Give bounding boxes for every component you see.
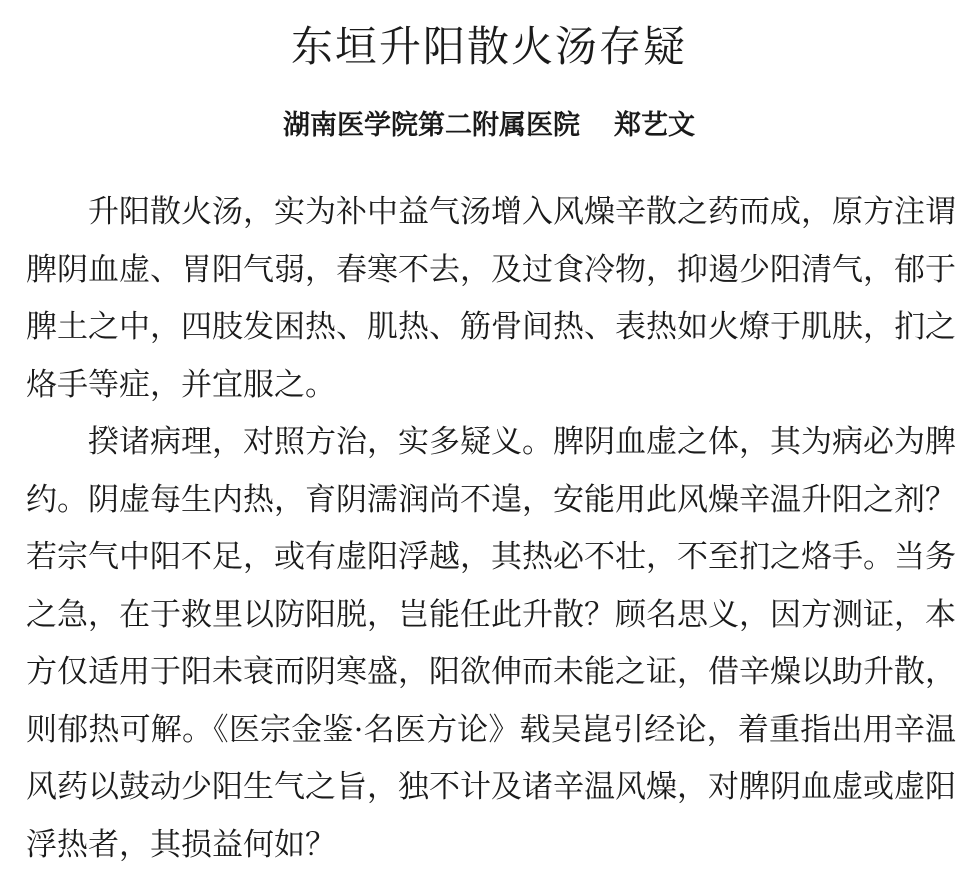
body-paragraph: 升阳散火汤，实为补中益气汤增入风燥辛散之药而成，原方注谓脾阴血虚、胃阳气弱，春寒不去，及过食冷物，抑遏少阳清气，郁于脾土之中，四肢发困热、肌热、筋骨间热、表热如火燎于肌肤，扪之烙手等症，并宜服之。 (26, 194, 956, 403)
author-affiliation: 湖南医学院第二附属医院 (283, 110, 580, 141)
body-paragraph: 揆诸病理，对照方治，实多疑义。脾阴血虚之体，其为病必为脾约。阴虚每生内热，育阴濡润尚不遑，安能用此风燥辛温升阳之剂？若宗气中阳不足，或有虚阳浮越，其热必不壮，不至扪之烙手。当务之急，在于救里以防阳脱，岂能任此升散？顾名思义，因方测证，本方仅适用于阳未衰而阴寒盛，阳欲伸而未能之证，借辛燥以助升散，则郁热可解。《医宗金鉴·名医方论》载吴崑引经论，着重指出用辛温风药以鼓动少阳生气之旨，独不计及诸辛温风燥，对脾阴血虚或虚阳浮热者，其损益何如？ (26, 424, 956, 863)
article-byline (0, 112, 978, 139)
author-name: 郑艺文 (614, 110, 695, 141)
article-title: 东垣升阳散火汤存疑 (290, 22, 687, 71)
article-body (26, 184, 956, 874)
